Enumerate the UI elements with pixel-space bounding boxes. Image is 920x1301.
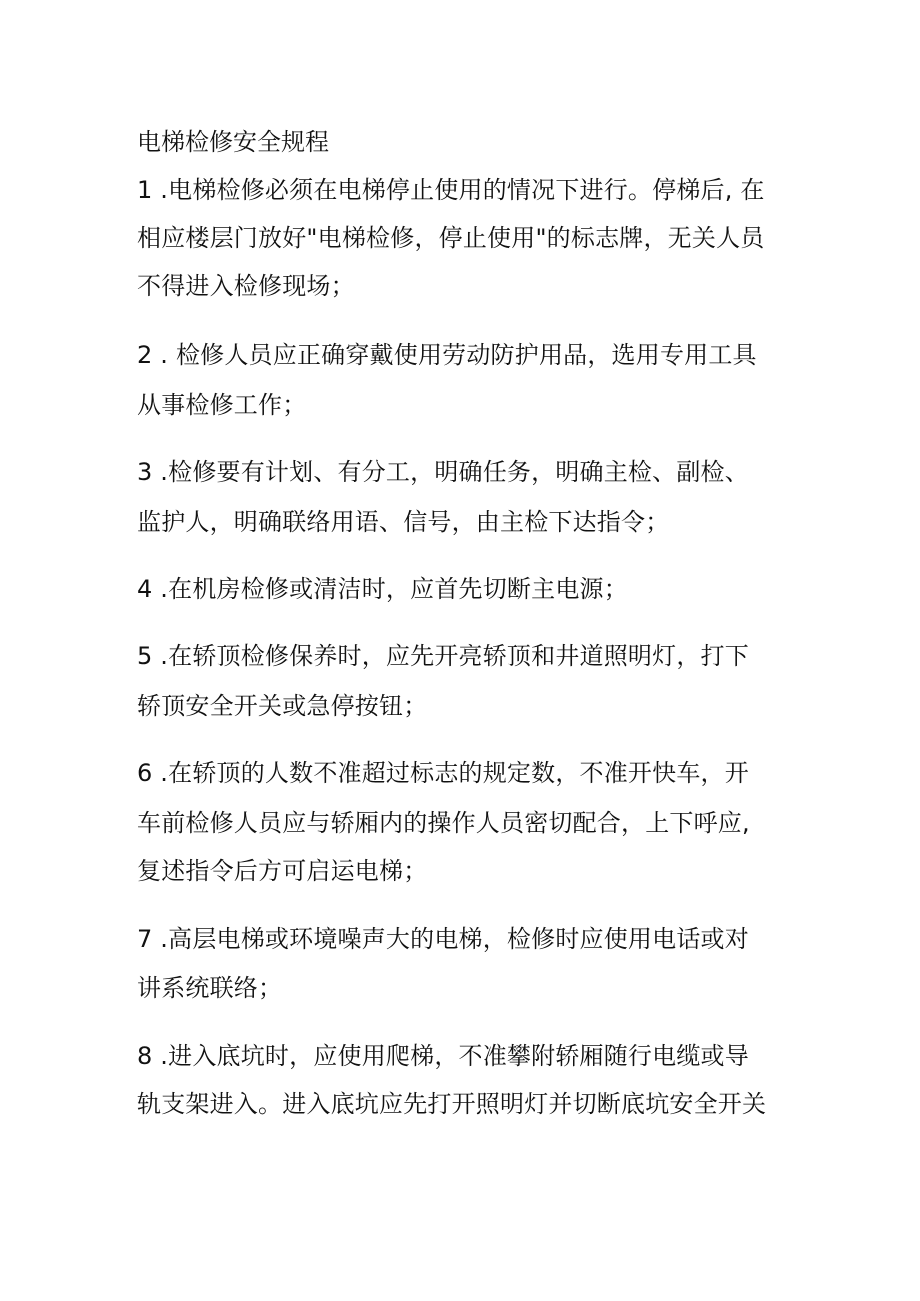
item-6-line-1: 6 .在轿顶的人数不准超过标志的规定数，不准开快车，开 — [137, 759, 749, 787]
item-1-line-1: 1 .电梯检修必须在电梯停止使用的情况下进行。停梯后, 在 — [137, 176, 765, 204]
item-1-line-3: 不得进入检修现场； — [137, 272, 355, 300]
item-5-line-1: 5 .在轿顶检修保养时，应先开亮轿顶和井道照明灯，打下 — [137, 642, 749, 670]
item-4-line-1: 4 .在机房检修或清洁时，应首先切断主电源； — [137, 575, 628, 603]
item-6-line-2: 车前检修人员应与轿厢内的操作人员密切配合，上下呼应, — [137, 809, 750, 837]
item-8-line-2: 轨支架进入。进入底坑应先打开照明灯并切断底坑安全开关 — [137, 1090, 767, 1118]
item-5-line-2: 轿顶安全开关或急停按钮； — [137, 692, 428, 720]
item-2-line-2: 从事检修工作； — [137, 391, 307, 419]
item-3-line-2: 监护人，明确联络用语、信号，由主检下达指令； — [137, 508, 670, 536]
item-8-line-1: 8 .进入底坑时，应使用爬梯，不准攀附轿厢随行电缆或导 — [137, 1042, 749, 1070]
item-3-line-1: 3 .检修要有计划、有分工，明确任务，明确主检、副检、 — [137, 458, 749, 486]
item-6-line-3: 复述指令后方可启运电梯； — [137, 857, 428, 885]
item-7-line-2: 讲系统联络； — [137, 974, 283, 1002]
item-7-line-1: 7 .高层电梯或环境噪声大的电梯，检修时应使用电话或对 — [137, 925, 749, 953]
item-2-line-1: 2 . 检修人员应正确穿戴使用劳动防护用品，选用专用工具 — [137, 341, 757, 369]
item-1-line-2: 相应楼层门放好"电梯检修，停止使用"的标志牌，无关人员 — [137, 224, 765, 252]
document-title: 电梯检修安全规程 — [137, 128, 329, 156]
